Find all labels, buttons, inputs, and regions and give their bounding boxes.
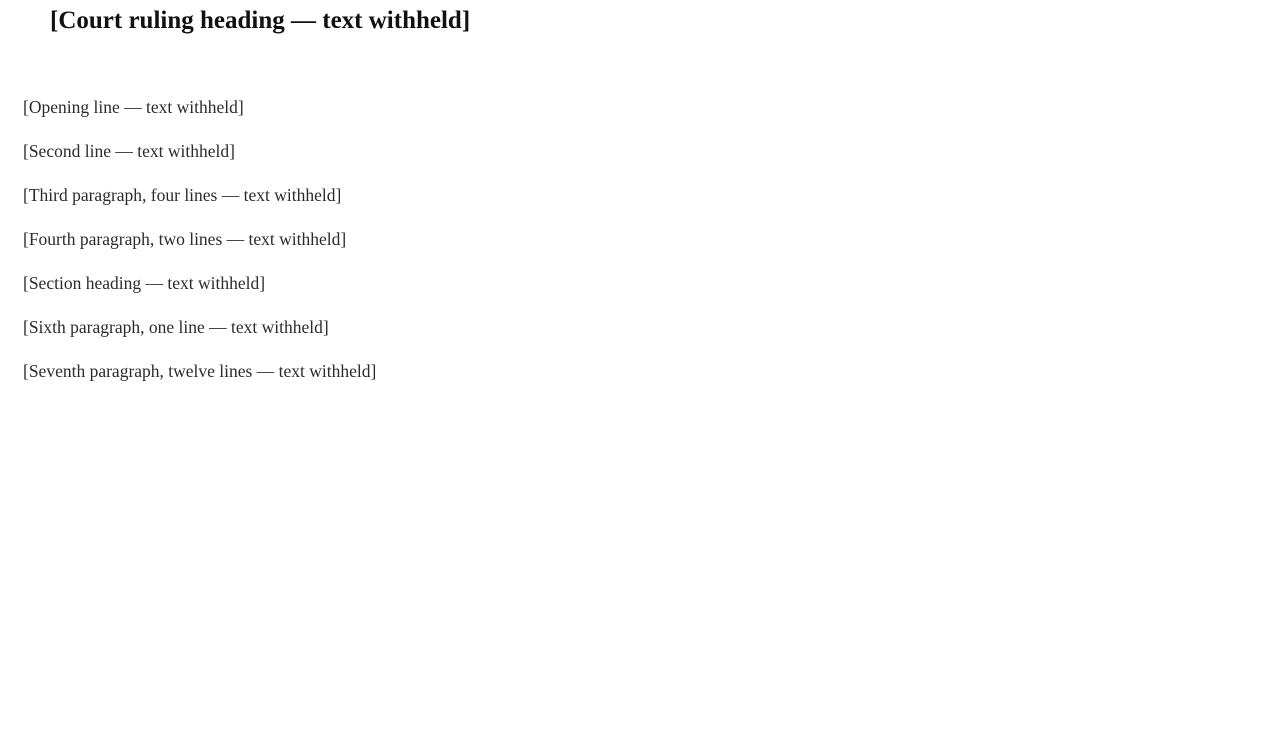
paragraph: [Opening line — text withheld] <box>23 97 244 117</box>
paragraph: [Fourth paragraph, two lines — text withheld] <box>23 229 347 249</box>
paragraph: [Third paragraph, four lines — text withheld] <box>23 185 342 205</box>
section-heading: [Section heading — text withheld] <box>23 273 266 293</box>
paragraph: [Seventh paragraph, twelve lines — text withheld] <box>23 361 377 381</box>
document-body <box>23 96 1263 404</box>
document-title: [Court ruling heading — text withheld] <box>50 7 471 34</box>
paragraph: [Second line — text withheld] <box>23 141 235 161</box>
paragraph: [Sixth paragraph, one line — text withheld] <box>23 317 329 337</box>
